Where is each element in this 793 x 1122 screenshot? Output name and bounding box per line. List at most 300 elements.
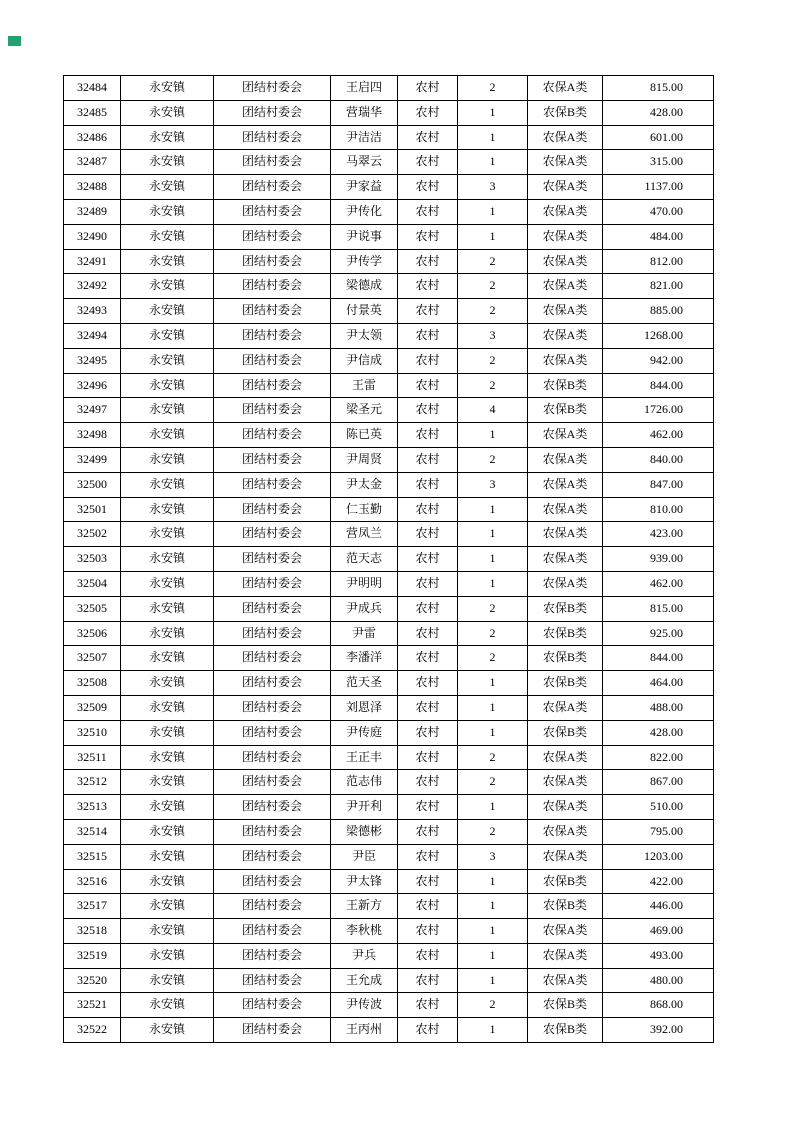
cell-insurance-category: 农保A类 <box>528 844 603 869</box>
cell-amount: 939.00 <box>603 547 714 572</box>
cell-amount: 822.00 <box>603 745 714 770</box>
cell-household-type: 农村 <box>398 348 458 373</box>
cell-household-type: 农村 <box>398 323 458 348</box>
cell-serial: 32485 <box>64 100 121 125</box>
cell-serial: 32512 <box>64 770 121 795</box>
cell-household-type: 农村 <box>398 299 458 324</box>
table-row <box>64 175 714 200</box>
cell-serial: 32522 <box>64 1018 121 1043</box>
cell-person-count: 3 <box>458 323 528 348</box>
cell-insurance-category: 农保A类 <box>528 274 603 299</box>
cell-insurance-category: 农保B类 <box>528 894 603 919</box>
cell-person-name: 李潘洋 <box>331 646 398 671</box>
cell-amount: 815.00 <box>603 76 714 101</box>
cell-town: 永安镇 <box>121 695 214 720</box>
cell-insurance-category: 农保A类 <box>528 745 603 770</box>
cell-person-name: 王丙州 <box>331 1018 398 1043</box>
cell-person-name: 尹传化 <box>331 199 398 224</box>
cell-town: 永安镇 <box>121 770 214 795</box>
cell-serial: 32501 <box>64 497 121 522</box>
cell-amount: 847.00 <box>603 472 714 497</box>
cell-village: 团结村委会 <box>214 671 331 696</box>
cell-village: 团结村委会 <box>214 76 331 101</box>
cell-serial: 32520 <box>64 968 121 993</box>
cell-amount: 423.00 <box>603 522 714 547</box>
cell-insurance-category: 农保A类 <box>528 224 603 249</box>
cell-serial: 32509 <box>64 695 121 720</box>
cell-town: 永安镇 <box>121 100 214 125</box>
cell-amount: 1726.00 <box>603 398 714 423</box>
cell-serial: 32505 <box>64 596 121 621</box>
cell-person-count: 3 <box>458 175 528 200</box>
cell-town: 永安镇 <box>121 199 214 224</box>
table-row <box>64 150 714 175</box>
table-row <box>64 770 714 795</box>
cell-person-name: 尹太领 <box>331 323 398 348</box>
cell-household-type: 农村 <box>398 596 458 621</box>
table-row <box>64 993 714 1018</box>
cell-household-type: 农村 <box>398 745 458 770</box>
cell-household-type: 农村 <box>398 695 458 720</box>
cell-insurance-category: 农保B类 <box>528 100 603 125</box>
cell-amount: 844.00 <box>603 373 714 398</box>
cell-village: 团结村委会 <box>214 547 331 572</box>
cell-person-name: 范天志 <box>331 547 398 572</box>
cell-amount: 464.00 <box>603 671 714 696</box>
cell-insurance-category: 农保A类 <box>528 348 603 373</box>
cell-person-count: 1 <box>458 869 528 894</box>
cell-person-name: 王允成 <box>331 968 398 993</box>
cell-person-name: 梁德成 <box>331 274 398 299</box>
cell-person-count: 3 <box>458 472 528 497</box>
cell-insurance-category: 农保A类 <box>528 249 603 274</box>
cell-person-count: 1 <box>458 547 528 572</box>
cell-insurance-category: 农保B类 <box>528 720 603 745</box>
cell-household-type: 农村 <box>398 993 458 1018</box>
cell-person-count: 1 <box>458 894 528 919</box>
cell-person-name: 马翠云 <box>331 150 398 175</box>
cell-amount: 493.00 <box>603 943 714 968</box>
cell-person-count: 2 <box>458 299 528 324</box>
cell-household-type: 农村 <box>398 720 458 745</box>
cell-person-count: 1 <box>458 671 528 696</box>
cell-household-type: 农村 <box>398 199 458 224</box>
cell-serial: 32491 <box>64 249 121 274</box>
cell-village: 团结村委会 <box>214 522 331 547</box>
cell-person-count: 2 <box>458 596 528 621</box>
cell-person-name: 王新方 <box>331 894 398 919</box>
cell-person-name: 尹洁洁 <box>331 125 398 150</box>
cell-household-type: 农村 <box>398 770 458 795</box>
cell-person-name: 尹雷 <box>331 621 398 646</box>
cell-village: 团结村委会 <box>214 869 331 894</box>
cell-amount: 1203.00 <box>603 844 714 869</box>
cell-village: 团结村委会 <box>214 1018 331 1043</box>
cell-amount: 462.00 <box>603 571 714 596</box>
cell-household-type: 农村 <box>398 671 458 696</box>
table-row <box>64 274 714 299</box>
cell-serial: 32492 <box>64 274 121 299</box>
cell-town: 永安镇 <box>121 894 214 919</box>
cell-person-count: 1 <box>458 100 528 125</box>
cell-household-type: 农村 <box>398 423 458 448</box>
cell-amount: 601.00 <box>603 125 714 150</box>
cell-amount: 867.00 <box>603 770 714 795</box>
cell-person-name: 尹太金 <box>331 472 398 497</box>
cell-person-count: 1 <box>458 125 528 150</box>
cell-person-count: 1 <box>458 199 528 224</box>
cell-person-name: 仁玉勤 <box>331 497 398 522</box>
cell-village: 团结村委会 <box>214 125 331 150</box>
cell-person-count: 2 <box>458 993 528 1018</box>
table-row <box>64 869 714 894</box>
table-row <box>64 497 714 522</box>
cell-household-type: 农村 <box>398 100 458 125</box>
cell-person-count: 1 <box>458 968 528 993</box>
cell-amount: 810.00 <box>603 497 714 522</box>
cell-household-type: 农村 <box>398 943 458 968</box>
cell-village: 团结村委会 <box>214 373 331 398</box>
cell-town: 永安镇 <box>121 646 214 671</box>
cell-person-name: 梁圣元 <box>331 398 398 423</box>
cell-amount: 446.00 <box>603 894 714 919</box>
table-row <box>64 596 714 621</box>
cell-serial: 32511 <box>64 745 121 770</box>
cell-village: 团结村委会 <box>214 770 331 795</box>
cell-household-type: 农村 <box>398 125 458 150</box>
cell-person-name: 梁德彬 <box>331 819 398 844</box>
cell-village: 团结村委会 <box>214 100 331 125</box>
cell-town: 永安镇 <box>121 745 214 770</box>
cell-town: 永安镇 <box>121 175 214 200</box>
cell-village: 团结村委会 <box>214 497 331 522</box>
cell-town: 永安镇 <box>121 720 214 745</box>
cell-amount: 484.00 <box>603 224 714 249</box>
cell-insurance-category: 农保B类 <box>528 869 603 894</box>
table-row <box>64 745 714 770</box>
cell-person-name: 尹说事 <box>331 224 398 249</box>
cell-serial: 32489 <box>64 199 121 224</box>
cell-town: 永安镇 <box>121 423 214 448</box>
cell-person-count: 2 <box>458 373 528 398</box>
cell-town: 永安镇 <box>121 249 214 274</box>
cell-town: 永安镇 <box>121 497 214 522</box>
document-page <box>63 75 714 1043</box>
cell-serial: 32493 <box>64 299 121 324</box>
cell-person-name: 尹周贤 <box>331 447 398 472</box>
cell-village: 团结村委会 <box>214 249 331 274</box>
cell-amount: 510.00 <box>603 795 714 820</box>
cell-village: 团结村委会 <box>214 323 331 348</box>
cell-person-count: 2 <box>458 819 528 844</box>
cell-insurance-category: 农保B类 <box>528 646 603 671</box>
cell-person-count: 2 <box>458 348 528 373</box>
cell-amount: 925.00 <box>603 621 714 646</box>
cell-person-count: 2 <box>458 76 528 101</box>
cell-person-name: 范志伟 <box>331 770 398 795</box>
cell-town: 永安镇 <box>121 968 214 993</box>
cell-household-type: 农村 <box>398 919 458 944</box>
cell-household-type: 农村 <box>398 894 458 919</box>
cell-town: 永安镇 <box>121 398 214 423</box>
table-row <box>64 522 714 547</box>
cell-insurance-category: 农保A类 <box>528 968 603 993</box>
cell-village: 团结村委会 <box>214 621 331 646</box>
cell-village: 团结村委会 <box>214 447 331 472</box>
cell-village: 团结村委会 <box>214 299 331 324</box>
table-row <box>64 844 714 869</box>
cell-insurance-category: 农保A类 <box>528 919 603 944</box>
cell-amount: 315.00 <box>603 150 714 175</box>
cell-serial: 32498 <box>64 423 121 448</box>
cell-person-count: 1 <box>458 150 528 175</box>
table-body <box>64 76 714 1043</box>
cell-town: 永安镇 <box>121 621 214 646</box>
cell-insurance-category: 农保A类 <box>528 571 603 596</box>
table-row <box>64 1018 714 1043</box>
cell-person-count: 1 <box>458 1018 528 1043</box>
cell-serial: 32487 <box>64 150 121 175</box>
cell-serial: 32503 <box>64 547 121 572</box>
table-row <box>64 571 714 596</box>
cell-person-count: 1 <box>458 695 528 720</box>
cell-town: 永安镇 <box>121 571 214 596</box>
cell-village: 团结村委会 <box>214 919 331 944</box>
subsidy-table <box>63 75 714 1043</box>
cell-town: 永安镇 <box>121 224 214 249</box>
cell-amount: 422.00 <box>603 869 714 894</box>
cell-amount: 462.00 <box>603 423 714 448</box>
cell-person-count: 1 <box>458 224 528 249</box>
cell-village: 团结村委会 <box>214 472 331 497</box>
cell-household-type: 农村 <box>398 274 458 299</box>
table-row <box>64 720 714 745</box>
table-row <box>64 423 714 448</box>
cell-person-name: 尹信成 <box>331 348 398 373</box>
cell-village: 团结村委会 <box>214 844 331 869</box>
cell-insurance-category: 农保A类 <box>528 423 603 448</box>
cell-amount: 392.00 <box>603 1018 714 1043</box>
cell-person-count: 2 <box>458 621 528 646</box>
cell-household-type: 农村 <box>398 224 458 249</box>
cell-person-name: 尹兵 <box>331 943 398 968</box>
cell-person-name: 尹传波 <box>331 993 398 1018</box>
cell-amount: 469.00 <box>603 919 714 944</box>
cell-serial: 32504 <box>64 571 121 596</box>
table-row <box>64 943 714 968</box>
table-row <box>64 373 714 398</box>
cell-village: 团结村委会 <box>214 398 331 423</box>
cell-town: 永安镇 <box>121 671 214 696</box>
cell-person-name: 王雷 <box>331 373 398 398</box>
cell-serial: 32486 <box>64 125 121 150</box>
cell-person-count: 1 <box>458 919 528 944</box>
cell-insurance-category: 农保A类 <box>528 323 603 348</box>
cell-insurance-category: 农保B类 <box>528 596 603 621</box>
cell-person-count: 2 <box>458 274 528 299</box>
cell-person-count: 1 <box>458 497 528 522</box>
cell-village: 团结村委会 <box>214 348 331 373</box>
cell-person-name: 王启四 <box>331 76 398 101</box>
cell-serial: 32508 <box>64 671 121 696</box>
cell-serial: 32516 <box>64 869 121 894</box>
cell-household-type: 农村 <box>398 447 458 472</box>
cell-person-name: 尹传学 <box>331 249 398 274</box>
cell-amount: 844.00 <box>603 646 714 671</box>
cell-insurance-category: 农保A类 <box>528 299 603 324</box>
table-row <box>64 398 714 423</box>
cell-household-type: 农村 <box>398 547 458 572</box>
cell-person-name: 王正丰 <box>331 745 398 770</box>
cell-village: 团结村委会 <box>214 423 331 448</box>
cell-town: 永安镇 <box>121 869 214 894</box>
cell-amount: 812.00 <box>603 249 714 274</box>
cell-village: 团结村委会 <box>214 571 331 596</box>
cell-insurance-category: 农保A类 <box>528 447 603 472</box>
cell-insurance-category: 农保A类 <box>528 547 603 572</box>
table-row <box>64 299 714 324</box>
cell-serial: 32488 <box>64 175 121 200</box>
cell-amount: 1268.00 <box>603 323 714 348</box>
cell-household-type: 农村 <box>398 795 458 820</box>
cell-household-type: 农村 <box>398 472 458 497</box>
cell-household-type: 农村 <box>398 175 458 200</box>
table-row <box>64 819 714 844</box>
cell-insurance-category: 农保B类 <box>528 373 603 398</box>
cell-person-name: 李秋桃 <box>331 919 398 944</box>
cell-person-name: 尹太锋 <box>331 869 398 894</box>
cell-serial: 32500 <box>64 472 121 497</box>
cell-serial: 32490 <box>64 224 121 249</box>
cell-person-name: 尹家益 <box>331 175 398 200</box>
cell-village: 团结村委会 <box>214 745 331 770</box>
cell-village: 团结村委会 <box>214 175 331 200</box>
cell-insurance-category: 农保A类 <box>528 199 603 224</box>
cell-serial: 32517 <box>64 894 121 919</box>
cell-amount: 885.00 <box>603 299 714 324</box>
cell-person-name: 尹臣 <box>331 844 398 869</box>
table-row <box>64 919 714 944</box>
cell-household-type: 农村 <box>398 249 458 274</box>
cell-person-count: 4 <box>458 398 528 423</box>
cell-serial: 32494 <box>64 323 121 348</box>
cell-household-type: 农村 <box>398 571 458 596</box>
table-row <box>64 76 714 101</box>
cell-town: 永安镇 <box>121 795 214 820</box>
cell-town: 永安镇 <box>121 150 214 175</box>
table-row <box>64 447 714 472</box>
cell-person-count: 1 <box>458 943 528 968</box>
cell-insurance-category: 农保A类 <box>528 943 603 968</box>
cell-village: 团结村委会 <box>214 968 331 993</box>
cell-amount: 428.00 <box>603 720 714 745</box>
cell-town: 永安镇 <box>121 943 214 968</box>
cell-insurance-category: 农保A类 <box>528 819 603 844</box>
cell-town: 永安镇 <box>121 522 214 547</box>
cell-village: 团结村委会 <box>214 224 331 249</box>
table-row <box>64 348 714 373</box>
cell-insurance-category: 农保B类 <box>528 993 603 1018</box>
cell-town: 永安镇 <box>121 274 214 299</box>
cell-town: 永安镇 <box>121 844 214 869</box>
cell-person-count: 2 <box>458 249 528 274</box>
table-row <box>64 323 714 348</box>
cell-serial: 32510 <box>64 720 121 745</box>
cell-village: 团结村委会 <box>214 646 331 671</box>
cell-amount: 480.00 <box>603 968 714 993</box>
cell-insurance-category: 农保A类 <box>528 695 603 720</box>
cell-town: 永安镇 <box>121 547 214 572</box>
cell-household-type: 农村 <box>398 621 458 646</box>
cell-insurance-category: 农保A类 <box>528 497 603 522</box>
cell-person-count: 3 <box>458 844 528 869</box>
cell-town: 永安镇 <box>121 348 214 373</box>
cell-insurance-category: 农保B类 <box>528 621 603 646</box>
cell-person-count: 1 <box>458 571 528 596</box>
table-row <box>64 968 714 993</box>
cell-serial: 32513 <box>64 795 121 820</box>
table-row <box>64 249 714 274</box>
cell-village: 团结村委会 <box>214 274 331 299</box>
cell-household-type: 农村 <box>398 76 458 101</box>
table-row <box>64 224 714 249</box>
cell-serial: 32499 <box>64 447 121 472</box>
cell-amount: 815.00 <box>603 596 714 621</box>
cell-person-name: 尹明明 <box>331 571 398 596</box>
cell-insurance-category: 农保A类 <box>528 125 603 150</box>
cell-serial: 32519 <box>64 943 121 968</box>
cell-insurance-category: 农保A类 <box>528 76 603 101</box>
cell-serial: 32495 <box>64 348 121 373</box>
green-marker <box>8 36 21 46</box>
cell-village: 团结村委会 <box>214 819 331 844</box>
cell-town: 永安镇 <box>121 819 214 844</box>
cell-insurance-category: 农保A类 <box>528 472 603 497</box>
cell-person-name: 陈已英 <box>331 423 398 448</box>
cell-insurance-category: 农保A类 <box>528 795 603 820</box>
cell-amount: 470.00 <box>603 199 714 224</box>
cell-amount: 1137.00 <box>603 175 714 200</box>
table-row <box>64 100 714 125</box>
cell-town: 永安镇 <box>121 76 214 101</box>
cell-person-name: 营瑞华 <box>331 100 398 125</box>
cell-town: 永安镇 <box>121 447 214 472</box>
cell-household-type: 农村 <box>398 968 458 993</box>
cell-insurance-category: 农保A类 <box>528 175 603 200</box>
cell-household-type: 农村 <box>398 150 458 175</box>
cell-person-name: 范天圣 <box>331 671 398 696</box>
cell-village: 团结村委会 <box>214 894 331 919</box>
cell-household-type: 农村 <box>398 819 458 844</box>
cell-amount: 821.00 <box>603 274 714 299</box>
cell-amount: 488.00 <box>603 695 714 720</box>
cell-person-name: 尹成兵 <box>331 596 398 621</box>
table-row <box>64 621 714 646</box>
cell-serial: 32518 <box>64 919 121 944</box>
cell-amount: 942.00 <box>603 348 714 373</box>
cell-town: 永安镇 <box>121 919 214 944</box>
cell-serial: 32502 <box>64 522 121 547</box>
table-row <box>64 125 714 150</box>
cell-household-type: 农村 <box>398 1018 458 1043</box>
cell-village: 团结村委会 <box>214 720 331 745</box>
table-row <box>64 646 714 671</box>
cell-village: 团结村委会 <box>214 596 331 621</box>
cell-insurance-category: 农保B类 <box>528 398 603 423</box>
cell-village: 团结村委会 <box>214 695 331 720</box>
table-row <box>64 695 714 720</box>
cell-serial: 32515 <box>64 844 121 869</box>
